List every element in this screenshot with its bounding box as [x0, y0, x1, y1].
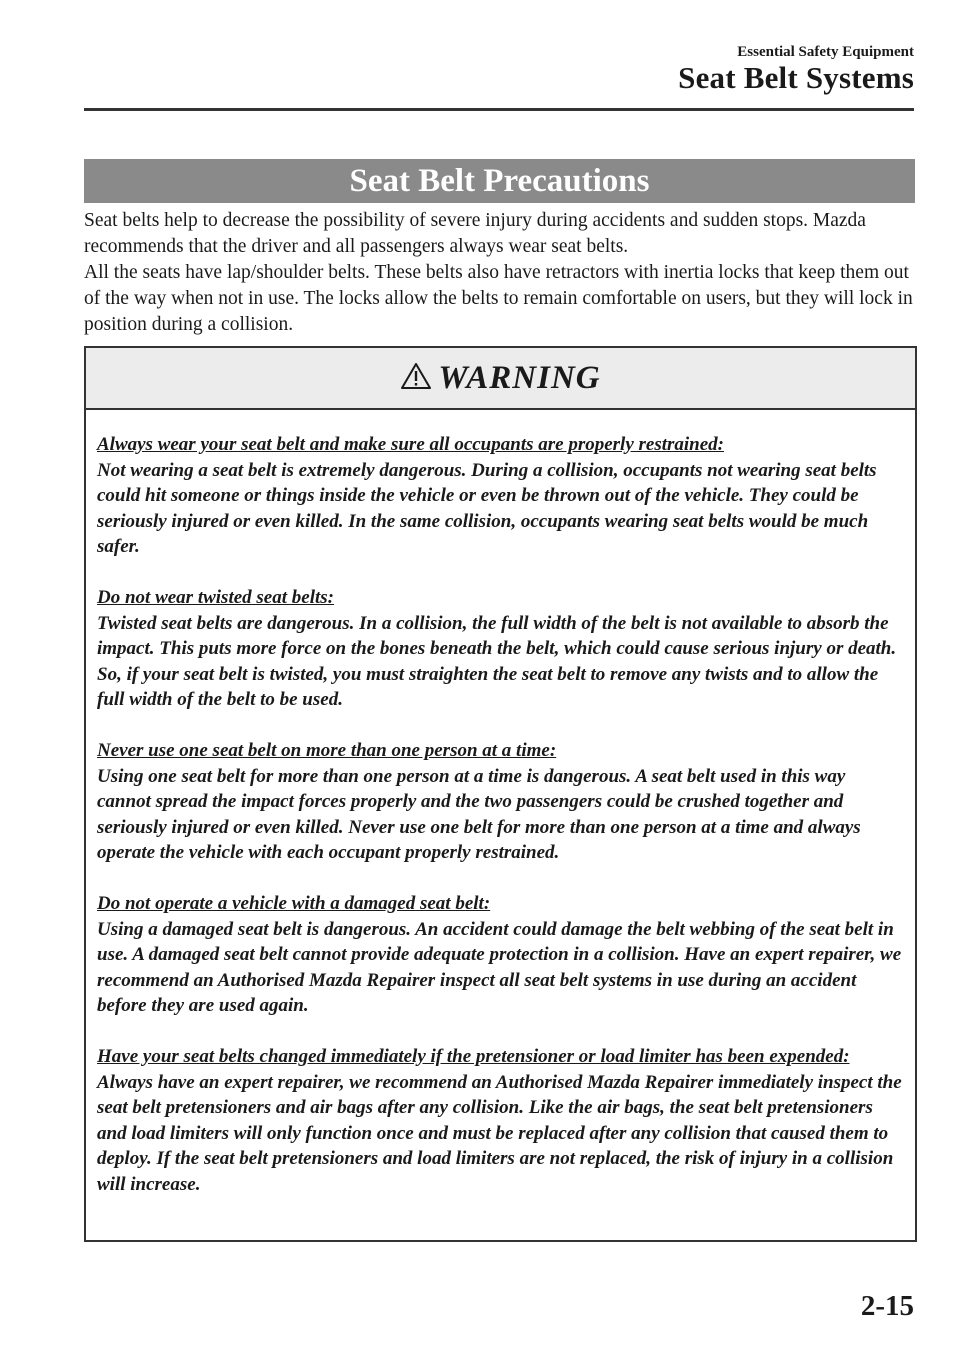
page-header-title: Seat Belt Systems — [678, 60, 914, 95]
warning-item-text: Twisted seat belts are dangerous. In a collision, the full width of the belt is not available to absorb the impact. This puts more force on the bones beneath the belt, which could cause serious injury or death. So, if your seat belt is twisted, you must straighten the seat belt to remove any twists and to allow the full width of the belt to be used. — [97, 612, 897, 710]
warning-item-text: Always have an expert repairer, we recommend an Authorised Mazda Repairer immediately inspect the seat belt pretensioners and air bags after any collision. Like the air bags, the seat belt pretensioners and load limiters will only function once and must be replaced after any collision that caused them to deploy. If the seat belt pretensioners and load limiters are not replaced, the risk of injury in a collision will increase. — [97, 1071, 902, 1195]
warning-triangle-icon — [400, 362, 432, 395]
warning-body — [86, 410, 915, 1197]
intro-paragraph: Seat belts help to decrease the possibility of severe injury during accidents and sudden stops. Mazda recommends that the driver and all passengers always wear seat belts. — [84, 210, 866, 257]
chapter-label: Essential Safety Equipment — [737, 44, 914, 60]
warning-item — [97, 585, 903, 713]
warning-item-text: Using one seat belt for more than one person at a time is dangerous. A seat belt used in this way cannot spread the impact forces properly and the two passengers could be crushed together and seriously injured or even killed. Never use one belt for more than one person at a time and always operate the vehicle with each occupant properly restrained. — [97, 765, 861, 863]
section-title: Seat Belt Precautions — [84, 159, 915, 203]
warning-item — [97, 891, 903, 1019]
warning-item-heading: Do not wear twisted seat belts: — [97, 587, 334, 608]
warning-header — [86, 348, 915, 410]
warning-item-text: Using a damaged seat belt is dangerous. An accident could damage the belt webbing of the seat belt in use. A damaged seat belt cannot provide adequate protection in a collision. Have an expert repairer, we recommend an Authorised Mazda Repairer inspect all seat belt systems in use during an accident before they are used again. — [97, 918, 902, 1016]
warning-item — [97, 432, 903, 560]
intro-text — [84, 208, 915, 338]
warning-item-text: Not wearing a seat belt is extremely dangerous. During a collision, occupants not wearing seat belts could hit someone or things inside the vehicle or even be thrown out of the vehicle. They could be seriously injured or even killed. In the same collision, occupants wearing seat belts would be much safer. — [97, 459, 877, 557]
warning-title: WARNING — [438, 359, 601, 396]
page-number: 2-15 — [860, 1290, 914, 1322]
header-divider — [84, 108, 914, 111]
warning-item — [97, 738, 903, 866]
warning-item — [97, 1044, 903, 1197]
warning-item-heading: Never use one seat belt on more than one person at a time: — [97, 740, 557, 761]
warning-item-heading: Always wear your seat belt and make sure all occupants are properly restrained: — [97, 434, 724, 455]
warning-item-heading: Have your seat belts changed immediately if the pretensioner or load limiter has been expended: — [97, 1046, 850, 1067]
intro-paragraph: All the seats have lap/shoulder belts. These belts also have retractors with inertia locks that keep them out of the way when not in use. The locks allow the belts to remain comfortable on users, but they will lock in position during a collision. — [84, 262, 913, 335]
warning-box — [84, 346, 917, 1242]
warning-item-heading: Do not operate a vehicle with a damaged seat belt: — [97, 893, 491, 914]
